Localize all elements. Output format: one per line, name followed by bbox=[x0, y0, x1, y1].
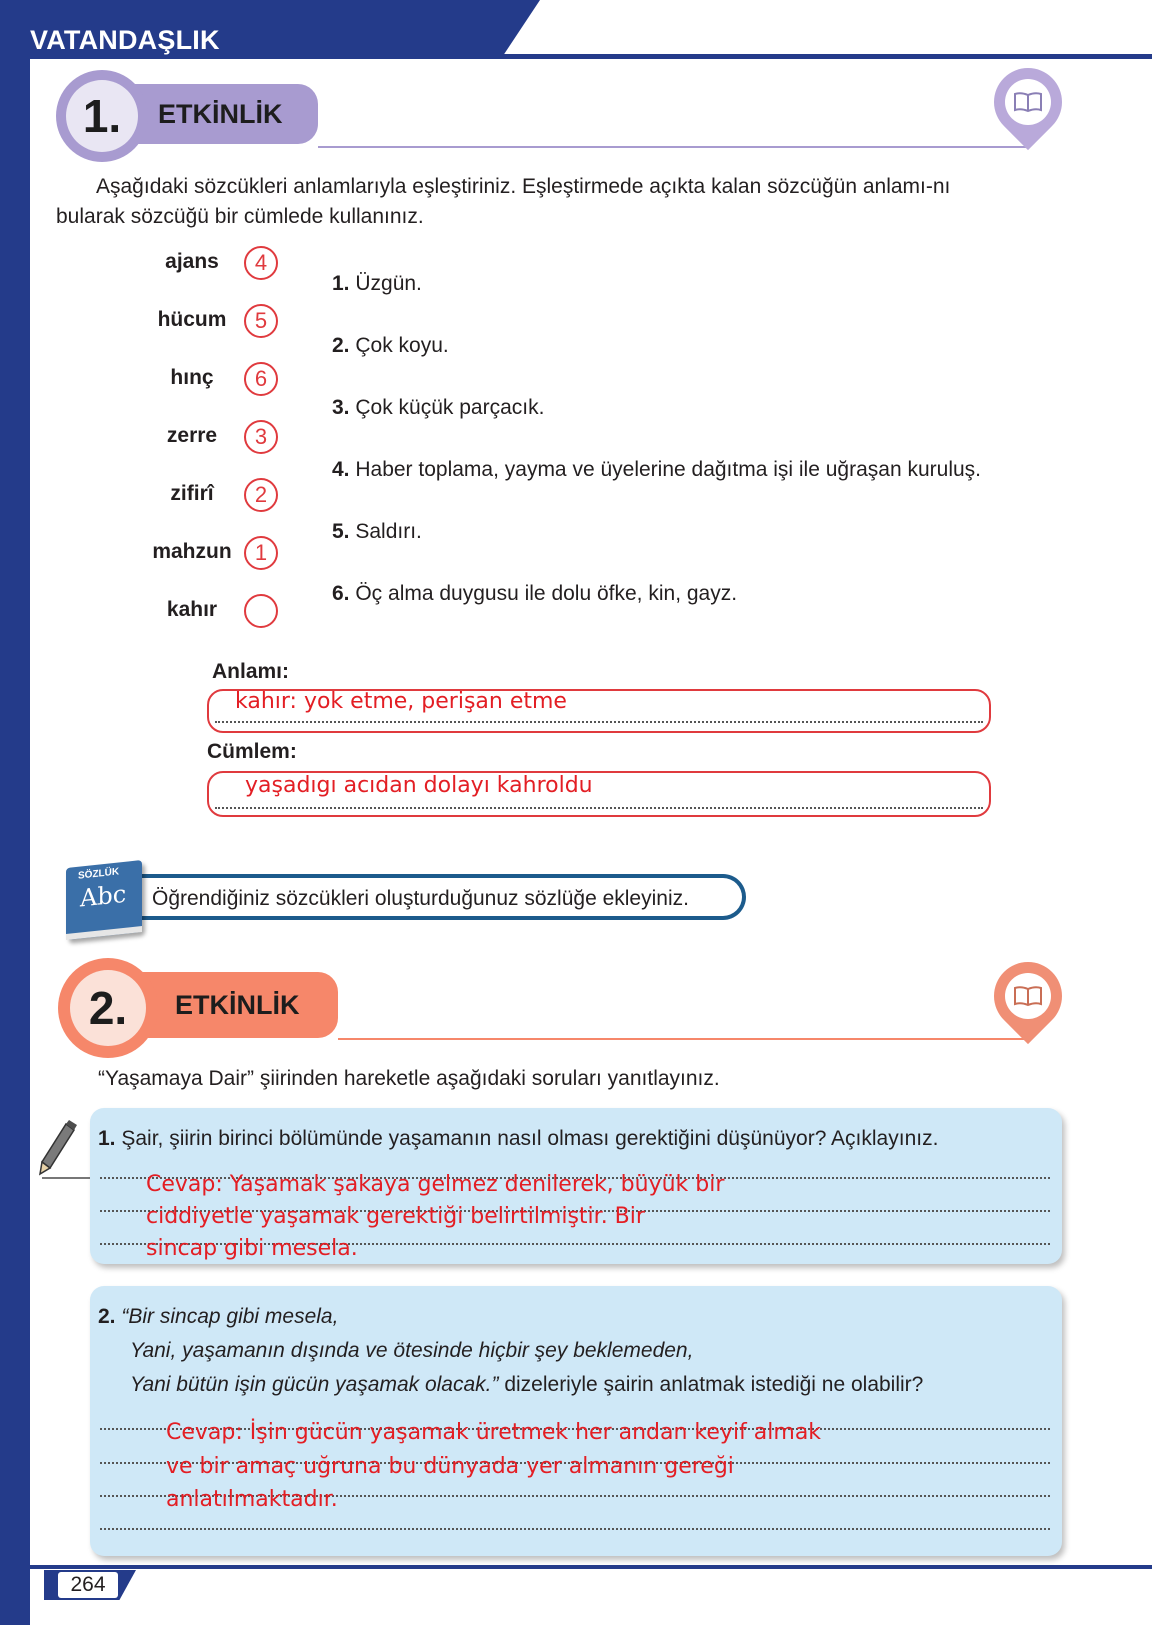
question1-box bbox=[90, 1108, 1062, 1264]
activity2-title-rule bbox=[338, 1038, 1030, 1040]
question2-answer-line2: ve bir amaç uğruna bu dünyada yer almanın gereği bbox=[166, 1454, 734, 1479]
question2-number: 2. bbox=[98, 1305, 116, 1328]
question1-prompt bbox=[98, 1124, 938, 1154]
definition-text: Üzgün. bbox=[349, 272, 422, 295]
definition-item bbox=[332, 458, 981, 482]
question2-line2 bbox=[130, 1336, 693, 1366]
question1-answer-line1: Cevap: Yaşamak şakaya gelmez denilerek, büyük bir bbox=[146, 1172, 725, 1197]
question1-number: 1. bbox=[98, 1127, 116, 1150]
definition-item bbox=[332, 396, 544, 420]
activity2-number-badge bbox=[70, 970, 146, 1046]
activity1-book-pin bbox=[980, 54, 1076, 150]
definition-text: Çok koyu. bbox=[349, 334, 449, 357]
meaning-label: Anlamı: bbox=[212, 660, 290, 683]
answer-circle[interactable] bbox=[244, 594, 278, 628]
section-title: VATANDAŞLIK bbox=[30, 25, 220, 55]
question2-verse2: Yani, yaşamanın dışında ve ötesinde hiçbir şey beklemeden, bbox=[130, 1339, 694, 1362]
pencil-icon bbox=[36, 1120, 92, 1185]
answer-circle[interactable]: 2 bbox=[244, 478, 278, 512]
activity2-intro: “Yaşamaya Dair” şiirinden hareketle aşağıdaki soruları yanıtlayınız. bbox=[98, 1067, 720, 1090]
question1-answer-line2: ciddiyetle yaşamak gerektiği belirtilmiştir. Bir bbox=[146, 1204, 645, 1229]
question2-answer-line1: Cevap: İşin gücün yaşamak üretmek her andan keyif almak bbox=[166, 1420, 822, 1445]
book-page-edge bbox=[66, 926, 142, 940]
dictionary-badge-top: SÖZLÜK bbox=[78, 866, 120, 882]
definition-number: 1. bbox=[332, 272, 350, 295]
activity1-label: ETKİNLİK bbox=[158, 98, 283, 129]
activity2-number: 2. bbox=[88, 982, 128, 1034]
question2-answer-line3: anlatılmaktadır. bbox=[166, 1487, 338, 1512]
answer-circle[interactable]: 5 bbox=[244, 304, 278, 338]
definition-number: 5. bbox=[332, 520, 350, 543]
page-number: 264 bbox=[58, 1572, 118, 1598]
question1-text: Şair, şiirin birinci bölümünde yaşamanın nasıl olması gerektiğini düşünüyor? Açıklayınız. bbox=[115, 1127, 939, 1150]
match-word: hücum bbox=[157, 308, 227, 331]
activity2-book-pin bbox=[980, 948, 1076, 1044]
definition-text: Haber toplama, yayma ve üyelerine dağıtma işi ile uğraşan kuruluş. bbox=[349, 458, 981, 481]
answer-circle[interactable]: 4 bbox=[244, 246, 278, 280]
dictionary-badge-text: Abc bbox=[80, 879, 127, 913]
activity1-number-badge bbox=[66, 80, 138, 152]
match-word: ajans bbox=[165, 250, 219, 273]
answer-circle[interactable]: 3 bbox=[244, 420, 278, 454]
activity1-title-rule bbox=[318, 146, 1030, 148]
match-word: zerre bbox=[166, 424, 218, 447]
question2-line1 bbox=[98, 1302, 338, 1332]
definition-text: Öç alma duygusu ile dolu öfke, kin, gayz. bbox=[349, 582, 738, 605]
match-word: zifirî bbox=[170, 482, 214, 505]
question2-tail: dizeleriyle şairin anlatmak istediği ne olabilir? bbox=[498, 1373, 924, 1396]
dictionary-note: Öğrendiğiniz sözcükleri oluşturduğunuz sözlüğe ekleyiniz. bbox=[152, 887, 689, 910]
definition-text: Saldırı. bbox=[349, 520, 422, 543]
left-margin-bar bbox=[0, 0, 30, 1625]
activity1-label-pill bbox=[120, 84, 318, 144]
definition-item bbox=[332, 334, 449, 358]
sentence-dotted-line bbox=[215, 807, 983, 809]
question1-answer-line3: sincap gibi mesela. bbox=[146, 1236, 358, 1261]
question2-verse1: “Bir sincap gibi mesela, bbox=[121, 1305, 339, 1328]
meaning-answer: kahır: yok etme, perişan etme bbox=[235, 689, 567, 714]
meaning-dotted-line bbox=[215, 721, 983, 723]
answer-circle[interactable]: 6 bbox=[244, 362, 278, 396]
instructions-text: Aşağıdaki sözcükleri anlamlarıyla eşleştiriniz. Eşleştirmede açıkta kalan sözcüğün anlamı-nı bularak sözcüğü bir cümlede kullanınız. bbox=[56, 175, 951, 228]
definition-number: 6. bbox=[332, 582, 350, 605]
dictionary-book-icon bbox=[66, 860, 142, 940]
question2-verse3: Yani bütün işin gücün yaşamak olacak.” bbox=[130, 1373, 499, 1396]
book-icon bbox=[1005, 973, 1051, 1019]
activity1-instructions bbox=[56, 172, 1016, 232]
definition-item bbox=[332, 520, 422, 544]
definition-number: 2. bbox=[332, 334, 350, 357]
sentence-answer: yaşadıgı acıdan dolayı kahroldu bbox=[245, 773, 593, 798]
definition-item bbox=[332, 582, 737, 606]
match-word: mahzun bbox=[152, 540, 232, 563]
definition-text: Çok küçük parçacık. bbox=[349, 396, 545, 419]
sentence-label: Cümlem: bbox=[207, 740, 297, 763]
answer-circle[interactable]: 1 bbox=[244, 536, 278, 570]
activity2-label: ETKİNLİK bbox=[175, 989, 300, 1020]
question2-line3 bbox=[130, 1370, 923, 1400]
activity1-number: 1. bbox=[82, 90, 122, 142]
question2-box bbox=[90, 1286, 1062, 1556]
definition-number: 3. bbox=[332, 396, 350, 419]
definition-number: 4. bbox=[332, 458, 350, 481]
sentence-answer-box[interactable] bbox=[207, 771, 991, 817]
answer-line bbox=[100, 1528, 1050, 1530]
match-word: hınç bbox=[170, 366, 214, 389]
definition-item bbox=[332, 272, 422, 296]
footer-rule bbox=[0, 1565, 1152, 1569]
match-word: kahır bbox=[166, 598, 218, 621]
book-icon bbox=[1005, 79, 1051, 125]
meaning-answer-box[interactable] bbox=[207, 689, 991, 733]
